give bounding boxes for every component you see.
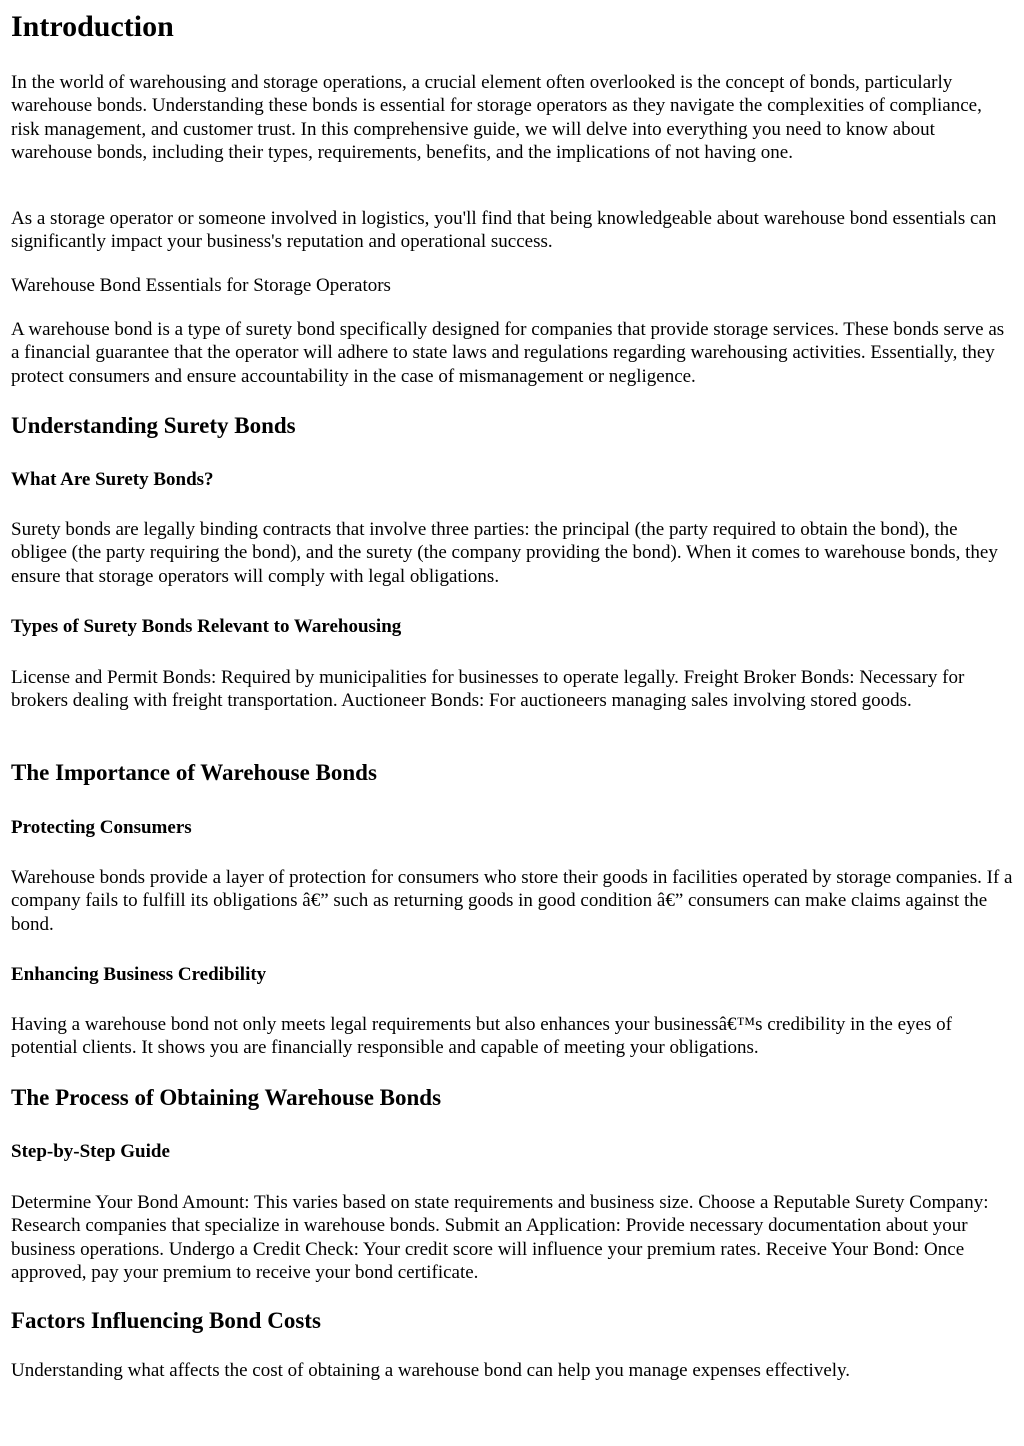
surety-subheading-2: Types of Surety Bonds Relevant to Warehousing [11, 616, 402, 637]
intro-paragraph-1: In the world of warehousing and storage operations, a crucial element often overlooked is the concept of bonds, particularly warehouse bonds. Understanding these bonds is essential for storage operators as they navigate the complexities of compliance, risk management, and customer trust. In this comprehensive guide, we will delve into everything you need to know about warehouse bonds, including their types, requirements, benefits, and the implications of not having one. [11, 72, 982, 163]
importance-paragraph-1: Warehouse bonds provide a layer of protection for consumers who store their goods in facilities operated by storage companies. If a company fails to fulfill its obligations â€” such as returning goods in good condition â€” consumers can make claims against the bond. [11, 867, 1013, 935]
intro-paragraph-2: As a storage operator or someone involved in logistics, you'll find that being knowledgeable about warehouse bond essentials can significantly impact your business's reputation and operational success. [11, 208, 997, 253]
importance-paragraph-2: Having a warehouse bond not only meets legal requirements but also enhances your businessâ€™s credibility in the eyes of potential clients. It shows you are financially responsible and capable of meeting your obligations. [11, 1014, 952, 1059]
importance-subheading-1: Protecting Consumers [11, 817, 192, 838]
intro-paragraph-4: A warehouse bond is a type of surety bond specifically designed for companies that provide storage services. These bonds serve as a financial guarantee that the operator will adhere to state laws and regulations regarding warehousing activities. Essentially, they protect consumers and ensure accountability in the case of mismanagement or negligence. [11, 319, 1005, 387]
process-heading: The Process of Obtaining Warehouse Bonds [11, 1085, 442, 1110]
surety-heading: Understanding Surety Bonds [11, 413, 296, 438]
process-subheading-1: Step-by-Step Guide [11, 1141, 170, 1162]
surety-subheading-1: What Are Surety Bonds? [11, 469, 214, 490]
costs-heading: Factors Influencing Bond Costs [11, 1308, 321, 1333]
intro-paragraph-3: Warehouse Bond Essentials for Storage Operators [11, 275, 391, 296]
costs-paragraph-1: Understanding what affects the cost of obtaining a warehouse bond can help you manage expenses effectively. [11, 1360, 851, 1381]
process-paragraph-1: Determine Your Bond Amount: This varies based on state requirements and business size. Choose a Reputable Surety Company: Research companies that specialize in warehouse bonds. Submit an Application: Provide necessary documentation about your business operations. Undergo a Credit Check: Your credit score will influence your premium rates. Receive Your Bond: Once approved, pay your premium to receive your bond certificate. [11, 1192, 989, 1283]
importance-heading: The Importance of Warehouse Bonds [11, 760, 377, 785]
surety-paragraph-1: Surety bonds are legally binding contracts that involve three parties: the principal (the party required to obtain the bond), the obligee (the party requiring the bond), and the surety (the company providing the bond). When it comes to warehouse bonds, they ensure that storage operators will comply with legal obligations. [11, 519, 998, 587]
importance-subheading-2: Enhancing Business Credibility [11, 964, 267, 985]
surety-paragraph-2: License and Permit Bonds: Required by municipalities for businesses to operate legally. Freight Broker Bonds: Necessary for brokers dealing with freight transportation. Auctioneer Bonds: For auctioneers managing sales involving stored goods. [11, 667, 965, 712]
intro-heading: Introduction [11, 10, 174, 43]
